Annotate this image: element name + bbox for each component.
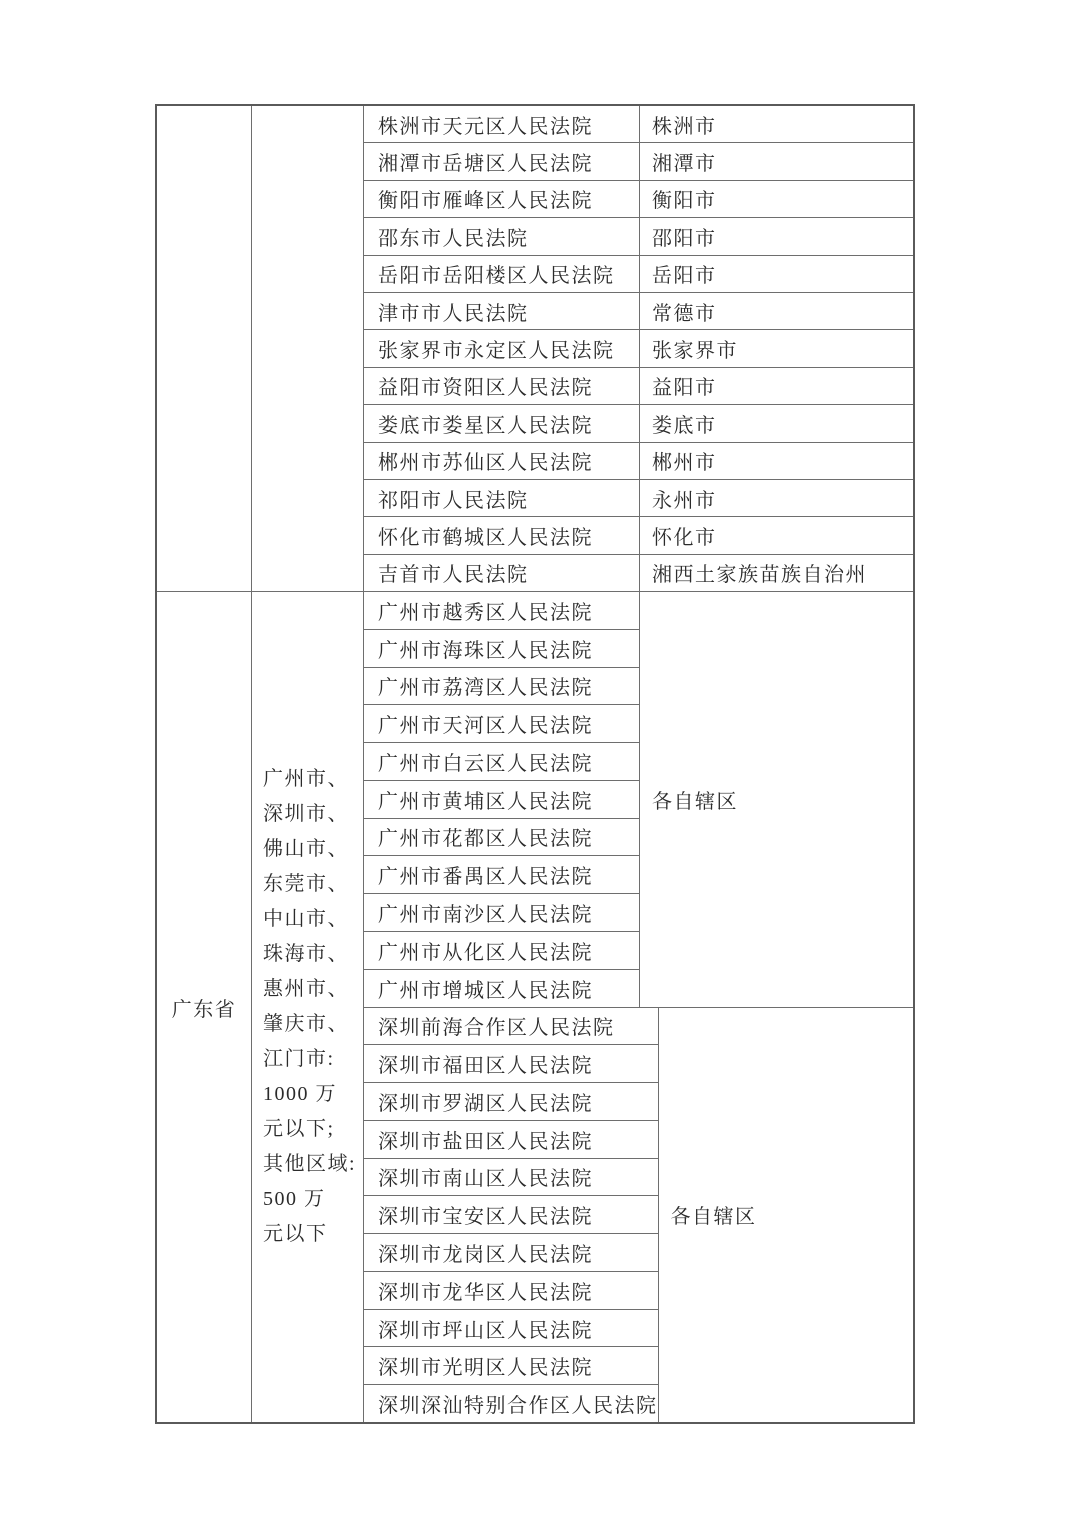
note-line: 元以下 (263, 1223, 328, 1245)
court-cell: 深圳市光明区人民法院 (364, 1347, 658, 1385)
table-row (364, 405, 913, 442)
court-cell: 深圳市罗湖区人民法院 (364, 1083, 658, 1121)
note-line: 东莞市、 (263, 873, 349, 895)
note-line: 元以下; (263, 1118, 335, 1140)
court-cell: 深圳深汕特别合作区人民法院 (378, 1395, 658, 1418)
court-cell: 广州市番禺区人民法院 (364, 856, 639, 894)
court-cell: 广州市天河区人民法院 (364, 705, 639, 743)
note-line: 广州市、 (263, 768, 349, 790)
court-list (364, 1008, 659, 1423)
court-cell: 怀化市鹤城区人民法院 (364, 517, 640, 553)
table-row (364, 480, 913, 517)
court-jurisdiction-table (155, 104, 915, 1424)
table-row (364, 143, 913, 180)
court-cell: 娄底市娄星区人民法院 (364, 405, 640, 441)
table-row (364, 256, 913, 293)
region-cell: 衡阳市 (652, 190, 717, 213)
court-list (364, 592, 640, 1007)
region-cell: 永州市 (652, 489, 717, 512)
region-cell: 湘潭市 (652, 153, 717, 176)
table-row (364, 181, 913, 218)
jurisdiction-note-cell-empty (252, 106, 364, 591)
court-cell: 深圳市龙华区人民法院 (364, 1272, 658, 1310)
note-line: 500 万 (263, 1188, 326, 1210)
province-cell (157, 592, 252, 1422)
court-cell: 深圳市南山区人民法院 (364, 1159, 658, 1197)
region-cell: 益阳市 (652, 377, 717, 400)
region-cell: 怀化市 (652, 526, 717, 549)
court-cell: 深圳市盐田区人民法院 (364, 1121, 658, 1159)
region-cell: 常德市 (652, 302, 717, 325)
court-cell: 吉首市人民法院 (364, 555, 640, 591)
court-cell: 岳阳市岳阳楼区人民法院 (364, 256, 640, 292)
court-region-block (364, 1008, 913, 1423)
region-cell: 湘西土家族苗族自治州 (652, 564, 867, 587)
table-row (364, 368, 913, 405)
table-row (364, 555, 913, 591)
region-cell: 株洲市 (652, 115, 717, 138)
court-cell: 广州市荔湾区人民法院 (364, 668, 639, 706)
table-row (364, 517, 913, 554)
court-cell: 广州市增城区人民法院 (378, 979, 593, 1002)
note-line: 深圳市、 (263, 803, 349, 825)
note-line: 肇庆市、 (263, 1013, 349, 1035)
court-cell: 郴州市苏仙区人民法院 (364, 443, 640, 479)
court-cell: 广州市从化区人民法院 (364, 932, 639, 970)
section-guangdong (157, 592, 913, 1422)
note-line: 其他区域: (263, 1153, 357, 1175)
court-cell: 广州市白云区人民法院 (364, 743, 639, 781)
court-cell: 广州市花都区人民法院 (364, 819, 639, 857)
note-line: 惠州市、 (263, 978, 349, 1000)
court-cell: 益阳市资阳区人民法院 (364, 368, 640, 404)
table-row (364, 106, 913, 143)
court-cell: 祁阳市人民法院 (364, 480, 640, 516)
court-cell: 张家界市永定区人民法院 (364, 330, 640, 366)
table-row (364, 293, 913, 330)
court-cell: 广州市海珠区人民法院 (364, 630, 639, 668)
section-hunan-continuation (157, 106, 913, 592)
region-cell-merged: 各自辖区 (652, 790, 738, 813)
note-line: 中山市、 (263, 908, 349, 930)
court-cell: 广州市南沙区人民法院 (364, 894, 639, 932)
jurisdiction-note-cell (252, 592, 364, 1422)
court-region-block (364, 592, 913, 1008)
court-cell: 株洲市天元区人民法院 (364, 106, 640, 142)
note-line: 佛山市、 (263, 838, 349, 860)
province-label: 广东省 (171, 998, 237, 1021)
table-row (364, 443, 913, 480)
province-cell-empty (157, 106, 252, 591)
region-cell: 娄底市 (652, 414, 717, 437)
court-cell: 深圳前海合作区人民法院 (364, 1008, 658, 1046)
court-cell: 湘潭市岳塘区人民法院 (364, 143, 640, 179)
court-cell: 深圳市坪山区人民法院 (364, 1310, 658, 1348)
region-cell: 岳阳市 (652, 265, 717, 288)
guangdong-blocks (364, 592, 913, 1422)
region-cell: 张家界市 (652, 340, 738, 363)
court-cell: 广州市越秀区人民法院 (364, 592, 639, 630)
court-cell: 深圳市福田区人民法院 (364, 1045, 658, 1083)
note-line: 江门市: (263, 1048, 335, 1070)
note-line: 珠海市、 (263, 943, 349, 965)
court-cell: 津市市人民法院 (364, 293, 640, 329)
table-row (364, 218, 913, 255)
region-cell-merged: 各自辖区 (670, 1206, 757, 1229)
court-cell: 深圳市宝安区人民法院 (364, 1196, 658, 1234)
table-row (364, 330, 913, 367)
region-cell: 邵阳市 (652, 227, 717, 250)
hunan-rows (364, 106, 913, 591)
court-cell: 广州市黄埔区人民法院 (364, 781, 639, 819)
court-cell: 衡阳市雁峰区人民法院 (364, 181, 640, 217)
court-cell: 邵东市人民法院 (364, 218, 640, 254)
region-cell: 郴州市 (652, 452, 717, 475)
court-cell: 深圳市龙岗区人民法院 (364, 1234, 658, 1272)
note-line: 1000 万 (263, 1083, 337, 1105)
